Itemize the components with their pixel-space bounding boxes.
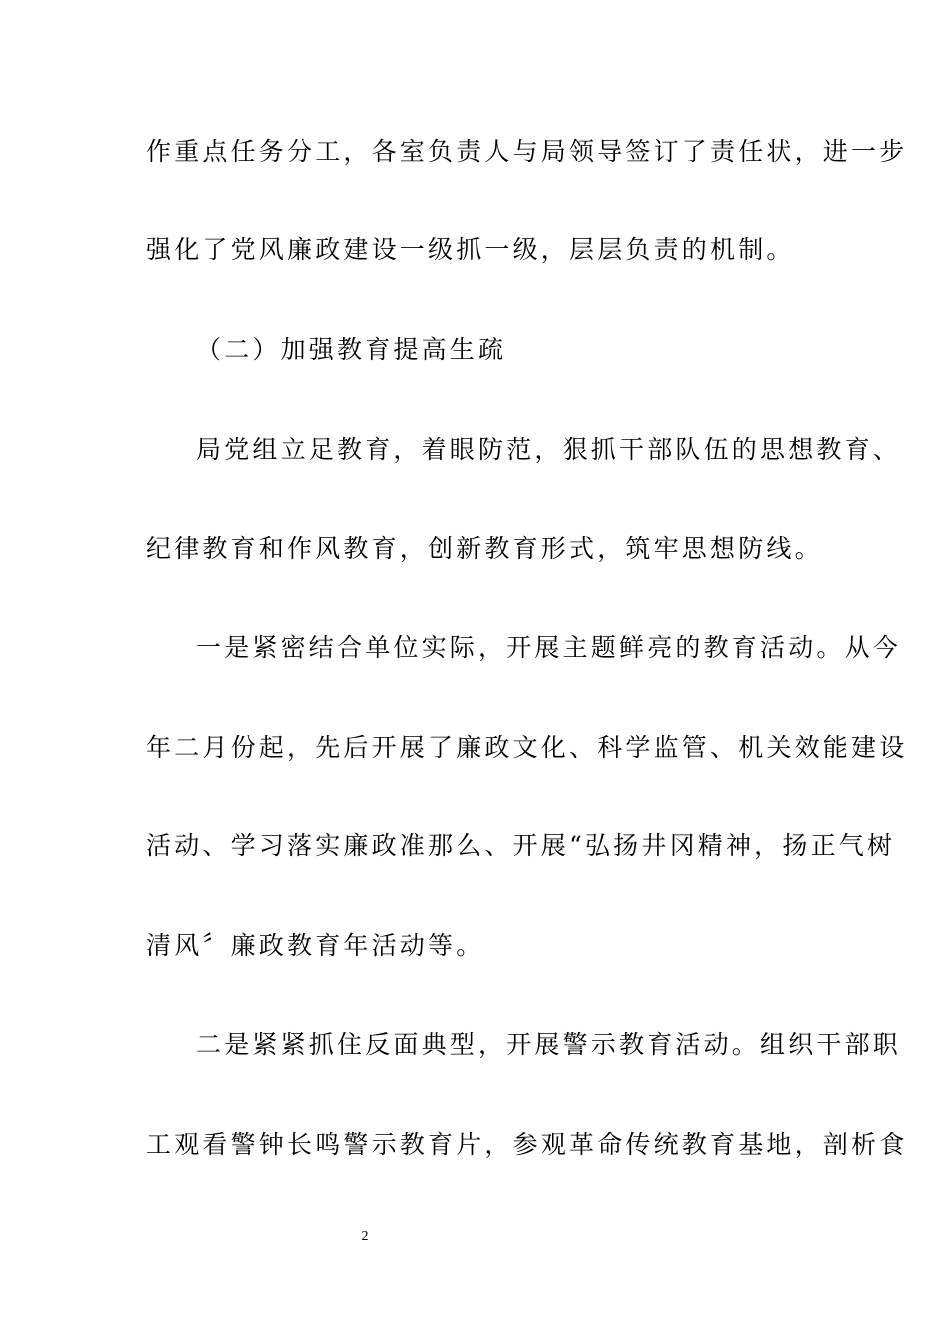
body-text-line: 二是紧紧抓住反面典型，开展警示教育活动。组织干部职 — [196, 1030, 902, 1059]
body-text-line: 年二月份起，先后开展了廉政文化、科学监管、机关效能建设 — [146, 733, 908, 762]
body-text-line: 局党组立足教育，着眼防范，狠抓干部队伍的思想教育、 — [196, 435, 902, 464]
body-text-line: 作重点任务分工，各室负责人与局领导签订了责任状，进一步 — [146, 137, 908, 166]
page-number: 2 — [361, 1229, 369, 1244]
body-text-line: 活动、学习落实廉政准那么、开展“弘扬井冈精神，扬正气树 — [146, 831, 896, 860]
section-heading: （二）加强教育提高生疏 — [196, 335, 507, 364]
body-text-line: 工观看警钟长鸣警示教育片，参观革命传统教育基地，剖析食 — [146, 1130, 908, 1159]
body-text-line: 纪律教育和作风教育，创新教育形式，筑牢思想防线。 — [146, 534, 823, 563]
body-text-line: 强化了党风廉政建设一级抓一级，层层负责的机制。 — [146, 235, 795, 264]
body-text-line: 清风〞廉政教育年活动等。 — [146, 931, 485, 960]
body-text-line: 一是紧密结合单位实际，开展主题鲜亮的教育活动。从今 — [196, 633, 902, 662]
